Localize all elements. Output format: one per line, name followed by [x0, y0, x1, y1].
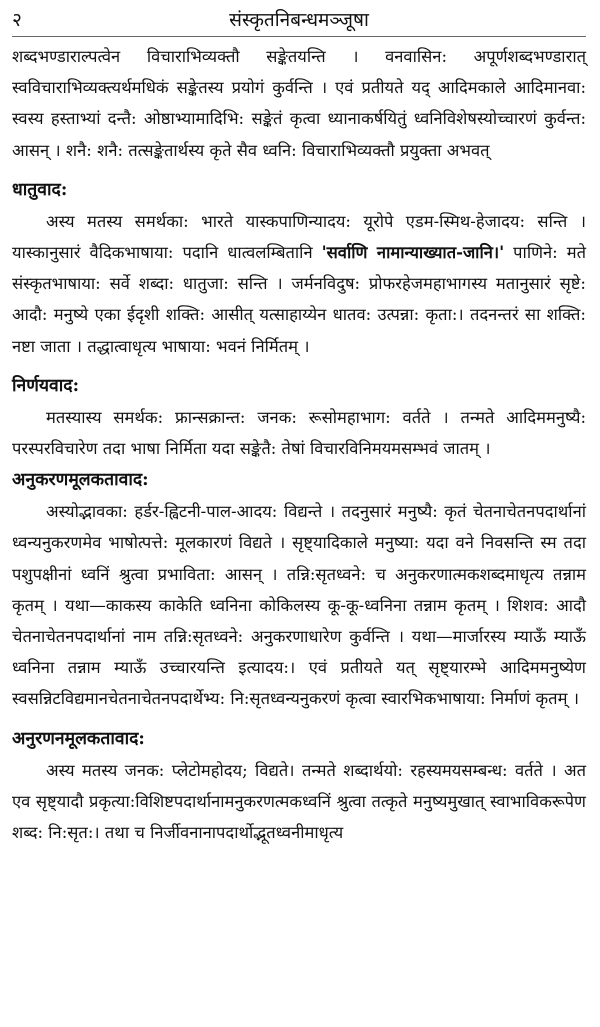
- section-heading: धातुवाद:: [12, 179, 68, 200]
- section-anuranana-mulakatavada: [12, 723, 586, 849]
- running-title: संस्कृतनिबन्धमञ्जूषा: [229, 9, 369, 31]
- section-heading: अनुरणनमूलकतावाद:: [12, 728, 145, 749]
- intro-line: आदिमानवा: स्वस्य हस्ताभ्यां दन्तै: ओष्ठाभ्यामादिभि: सङ्केतं कृत्वा ध्यानाकर्षयितुं: [12, 78, 586, 129]
- intro-line: ध्वनिविशेषस्योच्चारणं कुर्वन्त: आसन् । शनै: शनै: तत्सङ्केतार्थस्य कृते सैव ध्वनि:: [12, 109, 587, 160]
- section-heading: अनुकरणमूलकतावाद:: [12, 470, 149, 491]
- section-anukaranamulakatavada: [12, 464, 586, 714]
- bold-quote: 'सर्वाणि नामान्याख्यात-जानि।': [321, 243, 505, 263]
- body-text: पाणिने: मते संस्कृतभाषाया: सर्वे शब्दा: धातुजा: सन्ति । जर्मनविदुष: प्रोफरहेजमहाभागस्य मतानुसारं सृष्टे: आदौ: मनुष्ये एका ईदृशी शक्ति: आसीत् यत्साहाय्येन धातव: उत्पन्ना: कृता:। तदनन्तरं सा शक्ति: नष्टा जाता । तद्धात्वाधृत्य भाषाया: भवनं निर्मितम् ।: [12, 243, 586, 356]
- section-heading: निर्णयवाद:: [12, 375, 80, 396]
- section-body: मतस्यास्य समर्थक: फ्रान्सक्रान्त: जनक: रूसोमहाभाग: वर्तते । तन्मते आदिममनुष्यै: परस्परविचारेण तदा भाषा निर्मिता यदा सङ्केतै: तेषां विचारविनिमयमसम्भवं जातम् ।: [12, 407, 586, 459]
- section-body: [12, 206, 586, 362]
- intro-paragraph: [12, 41, 586, 166]
- section-body: अस्योद्भावका: हर्डर-ह्विटनी-पाल-आदय: विद्यन्ते । तदनुसारं मनुष्यै: कृतं चेतनाचेतनपदार्थानां ध्वन्यनुकरणमेव भाषोत्पत्ते: मूलकारणं विद्यते । सृष्ट्यादिकाले मनुष्या: यदा वने निवसन्ति स्म तदा पशुपक्षीनां ध्वनिं श्रुत्वा प्रभाविता: आसन् । तन्नि:सृतध्वने: च अनुकरणात्मकशब्दमाधृत्य तन्नाम कृतम् । यथा—काकस्य काकेति ध्वनिना कोकिलस्य कू-कू-ध्वनिना तन्नाम कृतम् । शिशव: आदौ चेतनाचेतनपदार्थानां नाम तन्नि:सृतध्वने: अनुकरणाधारेण कुर्वन्ति । यथा—मार्जारस्य म्याऊँ म्याऊँ ध्वनिना तन्नाम म्याऊँ उच्चारयन्ति इत्यादय:। एवं प्रतीयते यत् सृष्ट्यारम्भे आदिममनुष्येण स्वसन्निटविद्यमानचेतनाचेतनपदार्थेभ्य: नि:सृतध्वन्यनुकरणं कृत्वा स्वारभिकभाषाया: निर्माणं कृतम् ।: [12, 502, 586, 709]
- section-body: अस्य मतस्य जनक: प्लेटोमहोदय; विद्यते। तन्मते शब्दार्थयो: रहस्यमयसम्बन्ध: वर्तते । अत एव सृष्ट्यादौ प्रकृत्या:विशिष्टपदार्थानामनुकरणत्मकध्वनिं श्रुत्वा तत्कृते मनुष्यमुखात् स्वाभाविकरूपेण शब्द: नि:सृत:। तथा च निर्जीवनानापदार्थोद्भूतध्वनीमाधृत्य: [12, 760, 586, 843]
- section-nirnayavada: [12, 370, 586, 464]
- body-text: अस्य मतस्य समर्थका: भारते यास्कपाणिन्यादय: यूरोपे एडम-स्मिथ-हेजादय: सन्ति । यास्कानुसारं वैदिकभाषाया: पदानि धात्वलम्बितानि: [12, 211, 586, 263]
- page-number: २: [12, 9, 22, 31]
- intro-line: शब्दभण्डाराल्पत्वेन विचाराभिव्यक्तौ सङ्केतयन्ति । वनवासिन: अपूर्णशब्दभण्डारात्: [12, 47, 586, 66]
- intro-line: स्वविचाराभिव्यक्त्यर्थमधिकं सङ्केतस्य प्रयोगं कुर्वन्ति । एवं प्रतीयते यद् आदिमकाले: [12, 78, 514, 98]
- page-header: [12, 6, 586, 37]
- intro-line: विचाराभिव्यक्तौ प्रयुक्ता अभवत्: [301, 140, 490, 160]
- section-dhatuvada: [12, 174, 586, 362]
